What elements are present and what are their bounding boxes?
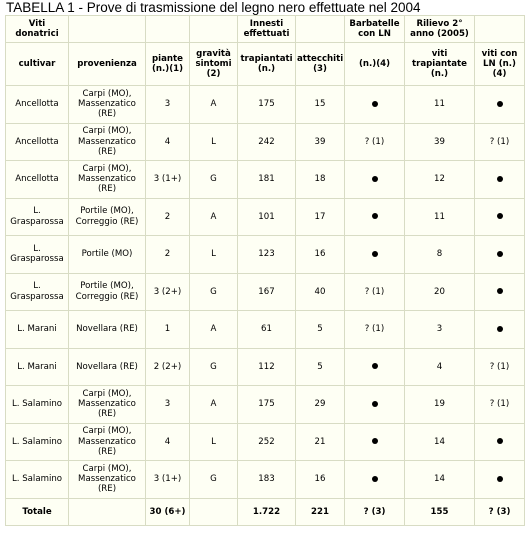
total-trapiantati: 1.722	[238, 498, 296, 526]
total-label: Totale	[6, 498, 69, 526]
column-header-provenienza: provenienza	[69, 43, 146, 86]
filled-dot-icon	[372, 176, 378, 182]
cell-cultivar: L. Marani	[6, 348, 69, 386]
group-header-empty	[190, 16, 238, 43]
cell-piante: 3 (2+)	[146, 273, 190, 311]
filled-dot-icon	[497, 288, 503, 294]
cell-gravita: L	[190, 123, 238, 161]
group-header-barbatelle: Barbatelle con LN	[345, 16, 405, 43]
cell-barbatelle	[345, 198, 405, 236]
cell-gravita: L	[190, 236, 238, 274]
column-header-piante: piante (n.)(1)	[146, 43, 190, 86]
cell-viti-trapiantate: 4	[405, 348, 475, 386]
cell-gravita: G	[190, 461, 238, 499]
cell-gravita: G	[190, 273, 238, 311]
cell-cultivar: L. Salamino	[6, 423, 69, 461]
cell-provenienza: Carpi (MO), Massenzatico (RE)	[69, 123, 146, 161]
cell-trapiantati: 123	[238, 236, 296, 274]
cell-viti-con-ln: ? (1)	[475, 348, 525, 386]
filled-dot-icon	[372, 213, 378, 219]
cell-piante: 4	[146, 123, 190, 161]
total-attecchiti: 221	[296, 498, 345, 526]
filled-dot-icon	[372, 401, 378, 407]
cell-gravita: A	[190, 386, 238, 424]
table-row	[6, 236, 525, 274]
column-header-viti-trapiantate: viti trapiantate (n.)	[405, 43, 475, 86]
cell-cultivar: L. Marani	[6, 311, 69, 349]
cell-attecchiti: 15	[296, 86, 345, 124]
cell-attecchiti: 40	[296, 273, 345, 311]
cell-viti-con-ln	[475, 311, 525, 349]
cell-barbatelle	[345, 86, 405, 124]
cell-piante: 2 (2+)	[146, 348, 190, 386]
cell-gravita: L	[190, 423, 238, 461]
cell-trapiantati: 242	[238, 123, 296, 161]
cell-provenienza: Novellara (RE)	[69, 311, 146, 349]
cell-provenienza: Portile (MO)	[69, 236, 146, 274]
cell-attecchiti: 21	[296, 423, 345, 461]
table-row	[6, 273, 525, 311]
group-header-empty	[69, 16, 146, 43]
table-caption: TABELLA 1 - Prove di trasmissione del legno nero effettuate nel 2004	[6, 0, 421, 15]
table-row	[6, 423, 525, 461]
cell-barbatelle	[345, 423, 405, 461]
cell-provenienza: Portile (MO), Correggio (RE)	[69, 273, 146, 311]
column-header-row	[6, 43, 525, 86]
cell-viti-trapiantate: 20	[405, 273, 475, 311]
cell-viti-trapiantate: 12	[405, 161, 475, 199]
total-row	[6, 498, 525, 526]
group-header-empty	[146, 16, 190, 43]
cell-provenienza: Carpi (MO), Massenzatico (RE)	[69, 86, 146, 124]
cell-attecchiti: 18	[296, 161, 345, 199]
cell-attecchiti: 16	[296, 461, 345, 499]
cell-barbatelle: ? (1)	[345, 273, 405, 311]
table-body	[6, 86, 525, 526]
filled-dot-icon	[372, 101, 378, 107]
cell-barbatelle	[345, 386, 405, 424]
cell-viti-con-ln	[475, 236, 525, 274]
column-header-attecchiti: attecchiti (3)	[296, 43, 345, 86]
cell-piante: 4	[146, 423, 190, 461]
cell-provenienza: Novellara (RE)	[69, 348, 146, 386]
filled-dot-icon	[497, 438, 503, 444]
table-row	[6, 386, 525, 424]
group-header-innesti: Innesti effettuati	[238, 16, 296, 43]
cell-gravita: A	[190, 86, 238, 124]
filled-dot-icon	[497, 476, 503, 482]
cell-barbatelle	[345, 236, 405, 274]
cell-barbatelle	[345, 461, 405, 499]
cell-viti-trapiantate: 3	[405, 311, 475, 349]
cell-trapiantati: 181	[238, 161, 296, 199]
cell-provenienza: Portile (MO), Correggio (RE)	[69, 198, 146, 236]
cell-cultivar: L. Salamino	[6, 386, 69, 424]
cell-gravita: G	[190, 161, 238, 199]
cell-viti-con-ln	[475, 273, 525, 311]
table-row	[6, 348, 525, 386]
group-header-empty	[475, 16, 525, 43]
cell-provenienza: Carpi (MO), Massenzatico (RE)	[69, 386, 146, 424]
cell-provenienza: Carpi (MO), Massenzatico (RE)	[69, 461, 146, 499]
cell-viti-trapiantate: 39	[405, 123, 475, 161]
cell-piante: 3 (1+)	[146, 461, 190, 499]
filled-dot-icon	[497, 326, 503, 332]
column-header-trapiantati: trapiantati (n.)	[238, 43, 296, 86]
cell-trapiantati: 61	[238, 311, 296, 349]
cell-attecchiti: 39	[296, 123, 345, 161]
transmission-table	[5, 15, 525, 526]
column-header-barbatelle-n: (n.)(4)	[345, 43, 405, 86]
cell-viti-trapiantate: 11	[405, 86, 475, 124]
table-row	[6, 311, 525, 349]
group-header-viti-donatrici: Viti donatrici	[6, 16, 69, 43]
filled-dot-icon	[372, 251, 378, 257]
table-row	[6, 161, 525, 199]
cell-piante: 2	[146, 198, 190, 236]
cell-trapiantati: 167	[238, 273, 296, 311]
cell-attecchiti: 5	[296, 311, 345, 349]
group-header-empty	[296, 16, 345, 43]
cell-gravita: A	[190, 311, 238, 349]
total-viti-con-ln: ? (3)	[475, 498, 525, 526]
cell-piante: 2	[146, 236, 190, 274]
cell-piante: 3	[146, 386, 190, 424]
total-barbatelle: ? (3)	[345, 498, 405, 526]
cell-viti-con-ln	[475, 161, 525, 199]
total-cell-empty	[190, 498, 238, 526]
column-header-viti-con-ln: viti con LN (n.) (4)	[475, 43, 525, 86]
cell-attecchiti: 29	[296, 386, 345, 424]
table-row	[6, 461, 525, 499]
cell-cultivar: Ancellotta	[6, 123, 69, 161]
filled-dot-icon	[497, 176, 503, 182]
cell-viti-con-ln	[475, 423, 525, 461]
cell-piante: 3 (1+)	[146, 161, 190, 199]
cell-cultivar: L. Grasparossa	[6, 273, 69, 311]
total-viti-trapiantate: 155	[405, 498, 475, 526]
cell-viti-con-ln: ? (1)	[475, 386, 525, 424]
cell-barbatelle	[345, 161, 405, 199]
filled-dot-icon	[497, 213, 503, 219]
cell-cultivar: Ancellotta	[6, 161, 69, 199]
cell-cultivar: Ancellotta	[6, 86, 69, 124]
cell-cultivar: L. Salamino	[6, 461, 69, 499]
cell-cultivar: L. Grasparossa	[6, 198, 69, 236]
table-row	[6, 123, 525, 161]
cell-trapiantati: 175	[238, 86, 296, 124]
cell-barbatelle: ? (1)	[345, 311, 405, 349]
cell-trapiantati: 183	[238, 461, 296, 499]
cell-viti-trapiantate: 14	[405, 423, 475, 461]
cell-trapiantati: 175	[238, 386, 296, 424]
cell-trapiantati: 112	[238, 348, 296, 386]
cell-gravita: G	[190, 348, 238, 386]
cell-viti-trapiantate: 19	[405, 386, 475, 424]
cell-viti-trapiantate: 14	[405, 461, 475, 499]
table-row	[6, 198, 525, 236]
cell-attecchiti: 16	[296, 236, 345, 274]
cell-viti-con-ln	[475, 461, 525, 499]
total-piante: 30 (6+)	[146, 498, 190, 526]
group-header-row	[6, 16, 525, 43]
cell-viti-con-ln: ? (1)	[475, 123, 525, 161]
cell-piante: 1	[146, 311, 190, 349]
filled-dot-icon	[372, 438, 378, 444]
column-header-gravita: gravità sintomi (2)	[190, 43, 238, 86]
cell-gravita: A	[190, 198, 238, 236]
filled-dot-icon	[497, 101, 503, 107]
cell-viti-con-ln	[475, 86, 525, 124]
cell-viti-trapiantate: 11	[405, 198, 475, 236]
table-row	[6, 86, 525, 124]
filled-dot-icon	[497, 251, 503, 257]
column-header-cultivar: cultivar	[6, 43, 69, 86]
cell-barbatelle: ? (1)	[345, 123, 405, 161]
cell-attecchiti: 17	[296, 198, 345, 236]
filled-dot-icon	[372, 363, 378, 369]
cell-attecchiti: 5	[296, 348, 345, 386]
cell-viti-trapiantate: 8	[405, 236, 475, 274]
cell-piante: 3	[146, 86, 190, 124]
cell-trapiantati: 252	[238, 423, 296, 461]
total-cell-empty	[69, 498, 146, 526]
cell-provenienza: Carpi (MO), Massenzatico (RE)	[69, 161, 146, 199]
cell-viti-con-ln	[475, 198, 525, 236]
cell-trapiantati: 101	[238, 198, 296, 236]
filled-dot-icon	[372, 476, 378, 482]
cell-cultivar: L. Grasparossa	[6, 236, 69, 274]
cell-barbatelle	[345, 348, 405, 386]
group-header-rilievo: Rilievo 2° anno (2005)	[405, 16, 475, 43]
cell-provenienza: Carpi (MO), Massenzatico (RE)	[69, 423, 146, 461]
